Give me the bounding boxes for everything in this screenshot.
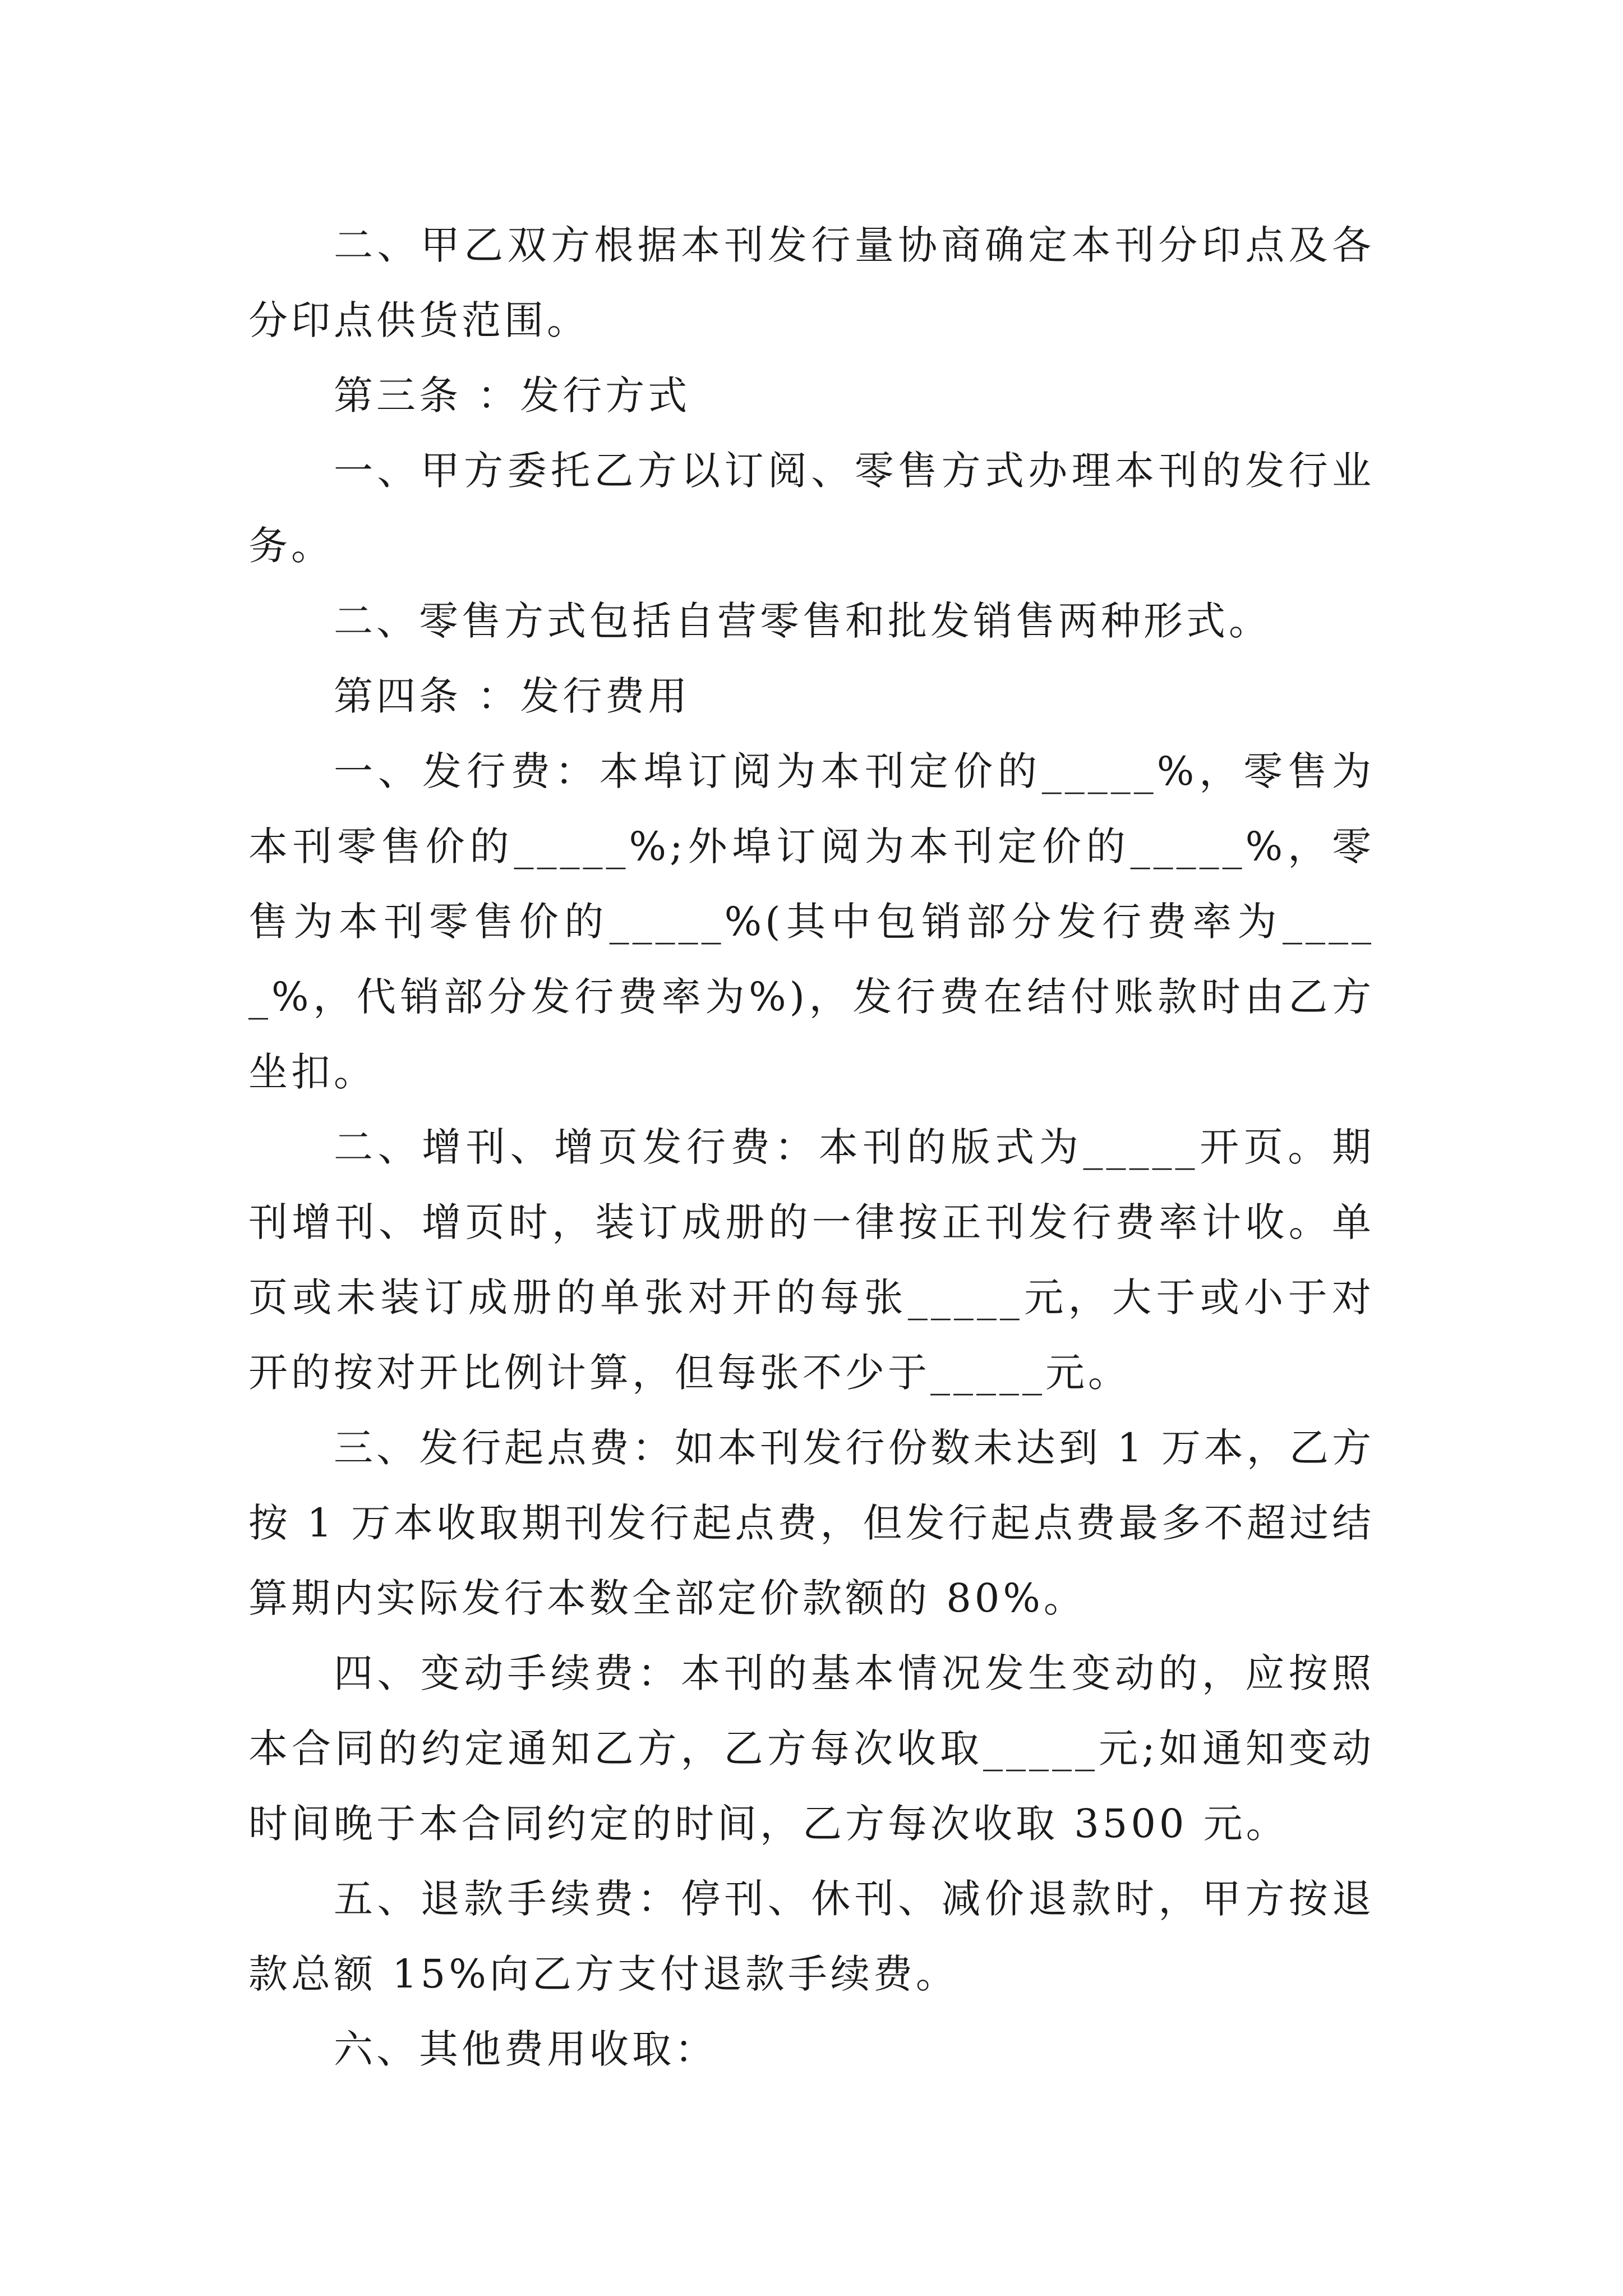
article-4-item-3-starting-fee: 三、发行起点费：如本刊发行份数未达到 1 万本，乙方按 1 万本收取期刊发行起点费，但发行起点费最多不超过结算期内实际发行本数全部定价款额的 80%。 — [248, 1425, 1375, 1621]
article-4-item-1-distribution-fee: 一、发行费：本埠订阅为本刊定价的_____%，零售为本刊零售价的_____%;外埠订阅为本刊定价的_____%，零售为本刊零售价的_____%(其中包销部分发行费率为_____%，代销部分发行费率为%)，发行费在结付账款时由乙方坐扣。 — [248, 748, 1375, 1095]
contract-text-body — [248, 208, 1375, 2087]
article-4-item-5-refund-fee: 五、退款手续费：停刊、休刊、减价退款时，甲方按退款总额 15%向乙方支付退款手续费。 — [248, 1876, 1375, 1997]
paragraph-distribution-points: 二、甲乙双方根据本刊发行量协商确定本刊分印点及各分印点供货范围。 — [248, 222, 1375, 343]
article-4-item-6-other-fees: 六、其他费用收取： — [334, 2026, 717, 2072]
article-4-heading: 第四条 ：发行费用 — [334, 673, 691, 719]
article-4-item-4-change-fee: 四、变动手续费：本刊的基本情况发生变动的，应按照本合同的约定通知乙方，乙方每次收取_____元;如通知变动时间晚于本合同约定的时间，乙方每次收取 3500 元。 — [248, 1650, 1375, 1847]
article-3-heading: 第三条 ：发行方式 — [334, 372, 691, 418]
article-3-item-2: 二、零售方式包括自营零售和批发销售两种形式。 — [334, 598, 1271, 644]
article-3-item-1: 一、甲方委托乙方以订阅、零售方式办理本刊的发行业务。 — [248, 448, 1375, 569]
article-4-item-2-supplement-fee: 二、增刊、增页发行费：本刊的版式为_____开页。期刊增刊、增页时，装订成册的一律按正刊发行费率计收。单页或未装订成册的单张对开的每张_____元，大于或小于对开的按对开比例计算，但每张不少于_____元。 — [248, 1124, 1375, 1396]
